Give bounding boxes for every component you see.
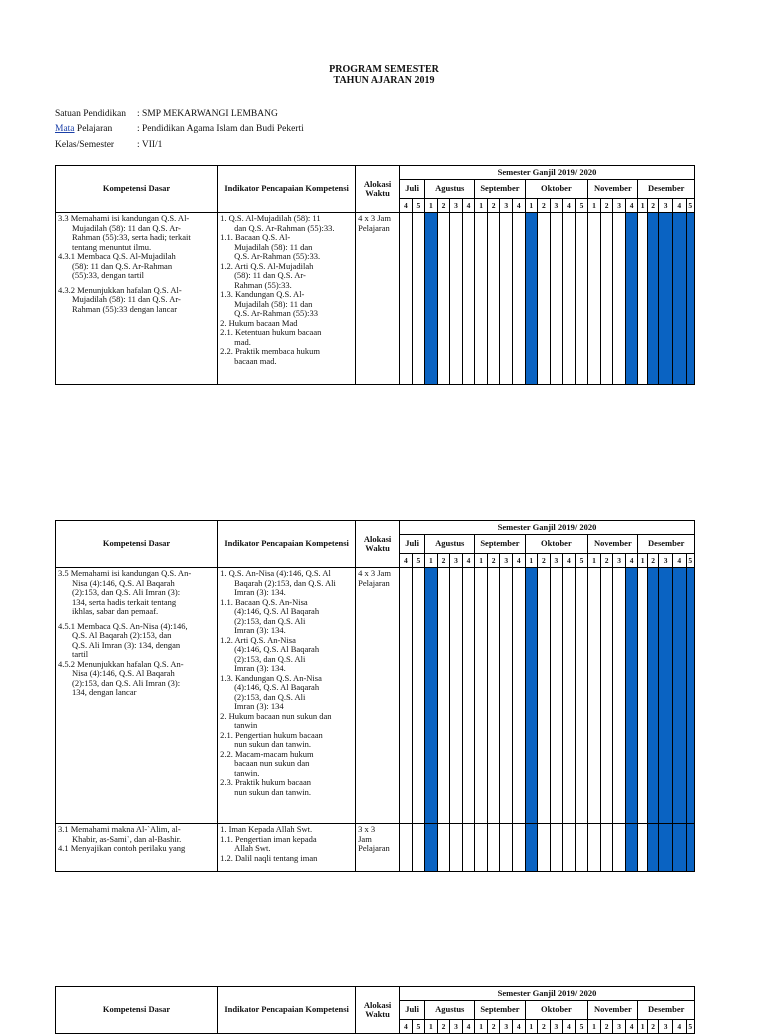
week-cell: [475, 568, 488, 824]
ind-line: 2.1. Pengertian hukum bacaan: [220, 729, 323, 740]
week-number: 3: [500, 199, 513, 213]
week-number: 1: [475, 199, 488, 213]
week-number: 5: [412, 554, 425, 568]
kd-line: 134, serta hadis terkait tentang: [72, 596, 177, 607]
week-number: 3: [550, 199, 563, 213]
kompetensi-dasar-cell: [56, 824, 218, 872]
week-number: 4: [462, 554, 475, 568]
month-header: Juli: [400, 180, 425, 199]
week-cell: [538, 824, 551, 872]
ind-line: 2.1. Ketentuan hukum bacaan: [220, 327, 322, 337]
week-number: 1: [588, 1020, 601, 1034]
ind-line: bacaan mad.: [234, 355, 277, 366]
week-cell: [462, 213, 475, 385]
ind-line: 1. Q.S. Al-Mujadilah (58): 11: [220, 213, 321, 223]
week-number: 3: [659, 554, 673, 568]
week-cell: [538, 213, 551, 385]
ind-line: Imran (3): 134.: [234, 663, 286, 673]
week-number: 3: [500, 554, 513, 568]
program-table-2: [55, 520, 695, 872]
week-number: 4: [672, 199, 686, 213]
week-cell: [638, 568, 647, 824]
week-number: 4: [462, 1020, 475, 1034]
document-subtitle: TAHUN AJARAN 2019: [333, 75, 435, 86]
month-header: Oktober: [525, 1001, 588, 1020]
alok-line: Jam: [358, 833, 372, 844]
month-header: Agustus: [425, 1001, 475, 1020]
program-semester-table: [55, 986, 695, 1034]
week-number: 3: [550, 554, 563, 568]
week-number: 1: [588, 554, 601, 568]
week-cell: [538, 568, 551, 824]
week-number: 2: [487, 199, 500, 213]
week-cell: [450, 213, 463, 385]
kd-line: Mujadilah (58): 11 dan Q.S. Ar-: [72, 294, 181, 304]
week-number: 5: [686, 1020, 694, 1034]
ind-line: (2):153, dan Q.S. Ali: [234, 615, 306, 626]
week-number: 3: [450, 199, 463, 213]
content-row: [56, 568, 695, 824]
week-cell-highlighted: [425, 824, 438, 872]
week-cell: [412, 824, 425, 872]
week-cell-highlighted: [672, 568, 686, 824]
week-number: 2: [538, 554, 551, 568]
week-number: 2: [600, 554, 613, 568]
week-cell-highlighted: [647, 213, 659, 385]
program-semester-table: [55, 520, 695, 872]
week-number: 3: [613, 199, 626, 213]
kd-line: 3.3 Memahami isi kandungan Q.S. Al-: [58, 213, 190, 223]
kd-line: tentang menuntut ilmu.: [72, 241, 152, 252]
header-semester: Semester Ganjil 2019/ 2020: [400, 166, 695, 180]
week-number: 4: [672, 554, 686, 568]
week-cell: [600, 824, 613, 872]
alokasi-waktu-cell: [356, 824, 400, 872]
week-number: 4: [563, 554, 576, 568]
header-semester: Semester Ganjil 2019/ 2020: [400, 521, 695, 535]
week-cell: [638, 213, 647, 385]
week-cell: [613, 213, 626, 385]
kd-line: 3.5 Memahami isi kandungan Q.S. An-: [58, 568, 192, 578]
week-number: 1: [525, 1020, 538, 1034]
kd-line: Q.S. Ali Imran (3): 134, dengan: [72, 639, 181, 650]
week-number: 4: [563, 1020, 576, 1034]
week-cell: [563, 213, 576, 385]
header-alokasi-waktu: Alokasi Waktu: [356, 521, 400, 568]
week-number: 3: [613, 1020, 626, 1034]
week-number: 5: [686, 199, 694, 213]
week-number: 4: [625, 554, 638, 568]
kd-line: tartil: [72, 649, 89, 659]
identity-key-link[interactable]: Mata: [55, 124, 75, 134]
ind-line: Imran (3): 134.: [234, 625, 286, 635]
week-cell: [512, 824, 525, 872]
alok-line: Pelajaran: [358, 577, 390, 588]
content-row: [56, 824, 695, 872]
ind-line: nun sukun dan tanwin.: [234, 786, 312, 797]
week-cell: [588, 824, 601, 872]
week-cell-highlighted: [525, 824, 538, 872]
week-number: 3: [659, 1020, 673, 1034]
identity-value: : SMP MEKARWANGI LEMBANG: [137, 109, 278, 119]
ind-line: 1.1. Bacaan Q.S. Al-: [220, 232, 291, 242]
ind-line: 1.2. Arti Q.S. Al-Mujadilah: [220, 260, 314, 271]
week-cell: [600, 568, 613, 824]
week-number: 2: [600, 199, 613, 213]
identity-row: [55, 108, 278, 120]
kd-line: Rahman (55):33 dengan lancar: [72, 303, 178, 314]
ind-line: 2.2. Macam-macam hukum: [220, 748, 314, 759]
indikator-cell: [218, 824, 356, 872]
week-number: 2: [487, 1020, 500, 1034]
week-cell-highlighted: [672, 213, 686, 385]
week-number: 5: [412, 1020, 425, 1034]
ind-line: tanwin: [234, 720, 258, 730]
week-cell: [487, 213, 500, 385]
ind-line: (58): 11 dan Q.S. Ar-: [234, 270, 306, 280]
ind-line: Baqarah (2):153, dan Q.S. Ali: [234, 577, 336, 588]
identity-value: : VII/1: [137, 140, 163, 150]
week-number: 5: [575, 199, 588, 213]
identity-value: : Pendidikan Agama Islam dan Budi Pekerti: [137, 124, 304, 134]
week-number: 2: [647, 1020, 659, 1034]
ind-line: 2. Hukum bacaan nun sukun dan: [220, 710, 332, 721]
ind-line: Mujadilah (58): 11 dan: [234, 241, 313, 252]
week-cell-highlighted: [659, 568, 673, 824]
ind-line: bacaan nun sukun dan: [234, 758, 310, 768]
header-alokasi-waktu: Alokasi Waktu: [356, 166, 400, 213]
week-number: 1: [638, 554, 647, 568]
week-cell-highlighted: [625, 213, 638, 385]
week-cell: [450, 568, 463, 824]
week-cell-highlighted: [659, 213, 673, 385]
week-number: 2: [538, 1020, 551, 1034]
ind-line: 1. Iman Kepada Allah Swt.: [220, 824, 313, 834]
week-cell: [512, 568, 525, 824]
ind-line: 1.3. Kandungan Q.S. An-Nisa: [220, 672, 322, 683]
alok-line: 3 x 3: [358, 824, 376, 834]
alok-line: Pelajaran: [358, 843, 390, 853]
header-indikator: Indikator Pencapaian Kompetensi: [218, 521, 356, 568]
week-cell: [550, 568, 563, 824]
kd-line: 4.5.2 Menunjukkan hafalan Q.S. An-: [58, 658, 184, 669]
week-cell: [500, 213, 513, 385]
identity-key: Satuan Pendidikan: [55, 109, 126, 119]
ind-line: Q.S. Ar-Rahman (55):33: [234, 308, 318, 318]
week-number: 4: [400, 199, 413, 213]
week-number: 1: [525, 199, 538, 213]
week-cell: [487, 568, 500, 824]
ind-line: (2):153, dan Q.S. Ali: [234, 691, 306, 702]
week-cell-highlighted: [686, 568, 694, 824]
ind-line: nun sukun dan tanwin.: [234, 739, 312, 749]
week-number: 1: [638, 199, 647, 213]
month-header: Desember: [638, 180, 695, 199]
ind-line: (4):146, Q.S. Al Baqarah: [234, 606, 320, 616]
week-number: 5: [575, 1020, 588, 1034]
ind-line: Imran (3): 134.: [234, 587, 286, 597]
kd-line: Nisa (4):146, Q.S. Al Baqarah: [72, 577, 175, 588]
header-semester: Semester Ganjil 2019/ 2020: [400, 987, 695, 1001]
indikator-cell: [218, 213, 356, 385]
alok-line: 4 x 3 Jam: [358, 213, 391, 223]
week-number: 3: [613, 554, 626, 568]
week-cell: [512, 213, 525, 385]
week-cell: [412, 568, 425, 824]
week-number: 4: [563, 199, 576, 213]
week-number: 2: [437, 1020, 450, 1034]
week-number: 4: [625, 1020, 638, 1034]
week-number: 3: [500, 1020, 513, 1034]
ind-line: (4):146, Q.S. Al Baqarah: [234, 644, 320, 654]
week-cell: [575, 213, 588, 385]
indikator-cell: [218, 568, 356, 824]
kd-line: 134, dengan lancar: [72, 687, 137, 697]
ind-line: 1.1. Bacaan Q.S. An-Nisa: [220, 596, 308, 607]
month-header: Oktober: [525, 535, 588, 554]
identity-key: Kelas/Semester: [55, 140, 115, 150]
week-cell: [437, 213, 450, 385]
week-number: 4: [625, 199, 638, 213]
week-number: 3: [450, 554, 463, 568]
content-row: [56, 213, 695, 385]
kd-line: Khabir, as-Sami`, dan al-Bashir.: [72, 833, 182, 844]
header-kompetensi-dasar: Kompetensi Dasar: [56, 987, 218, 1034]
week-cell: [613, 568, 626, 824]
week-cell-highlighted: [625, 824, 638, 872]
header-kompetensi-dasar: Kompetensi Dasar: [56, 521, 218, 568]
week-cell: [550, 213, 563, 385]
program-table-3: [55, 986, 695, 1034]
month-header: Oktober: [525, 180, 588, 199]
header-indikator: Indikator Pencapaian Kompetensi: [218, 166, 356, 213]
ind-line: dan Q.S. Ar-Rahman (55):33.: [234, 222, 335, 233]
kd-line: Rahman (55):33, serta hadi; terkait: [72, 232, 191, 242]
month-header: Desember: [638, 1001, 695, 1020]
week-number: 3: [659, 199, 673, 213]
ind-line: mad.: [234, 336, 251, 347]
week-number: 2: [647, 199, 659, 213]
week-number: 4: [672, 1020, 686, 1034]
week-number: 1: [425, 199, 438, 213]
week-cell: [437, 568, 450, 824]
ind-line: 1. Q.S. An-Nisa (4):146, Q.S. Al: [220, 568, 331, 578]
week-cell-highlighted: [686, 213, 694, 385]
week-cell: [638, 824, 647, 872]
week-number: 4: [462, 199, 475, 213]
week-cell: [400, 568, 413, 824]
identity-row: [55, 123, 304, 135]
month-header: November: [588, 535, 638, 554]
week-cell: [400, 824, 413, 872]
month-header: Agustus: [425, 535, 475, 554]
week-cell-highlighted: [425, 568, 438, 824]
kd-line: 4.3.2 Menunjukkan hafalan Q.S. Al-: [58, 284, 182, 295]
week-number: 2: [437, 554, 450, 568]
ind-line: Mujadilah (58): 11 dan: [234, 298, 313, 309]
week-cell: [575, 568, 588, 824]
week-cell-highlighted: [647, 568, 659, 824]
week-cell: [500, 568, 513, 824]
kompetensi-dasar-cell: [56, 568, 218, 824]
month-header: Agustus: [425, 180, 475, 199]
identity-row: [55, 139, 162, 151]
week-cell: [412, 213, 425, 385]
week-number: 1: [425, 554, 438, 568]
week-number: 4: [512, 199, 525, 213]
week-cell: [462, 824, 475, 872]
week-cell: [450, 824, 463, 872]
kd-line: 3.1 Memahami makna Al-`Alim, al-: [58, 824, 181, 834]
week-cell-highlighted: [686, 824, 694, 872]
month-header: Juli: [400, 535, 425, 554]
week-number: 5: [686, 554, 694, 568]
ind-line: tanwin.: [234, 767, 260, 778]
kd-line: ikhlas, sabar dan pemaaf.: [72, 606, 159, 616]
month-header: November: [588, 180, 638, 199]
ind-line: 2.2. Praktik membaca hukum: [220, 346, 320, 356]
week-cell-highlighted: [525, 568, 538, 824]
week-number: 2: [538, 199, 551, 213]
month-header: November: [588, 1001, 638, 1020]
month-header: Desember: [638, 535, 695, 554]
alok-line: 4 x 3 Jam: [358, 568, 391, 578]
ind-line: 2. Hukum bacaan Mad: [220, 317, 298, 328]
week-cell-highlighted: [525, 213, 538, 385]
week-number: 2: [487, 554, 500, 568]
week-cell: [437, 824, 450, 872]
ind-line: 1.1. Pengertian iman kepada: [220, 833, 317, 844]
week-cell: [575, 824, 588, 872]
ind-line: Rahman (55):33.: [234, 279, 292, 290]
week-number: 4: [400, 554, 413, 568]
ind-line: 2.3. Praktik hukum bacaan: [220, 777, 311, 787]
document-title: PROGRAM SEMESTER: [329, 64, 439, 75]
week-number: 3: [450, 1020, 463, 1034]
week-number: 5: [575, 554, 588, 568]
week-cell: [563, 568, 576, 824]
week-number: 4: [512, 1020, 525, 1034]
program-semester-table: [55, 165, 695, 385]
week-cell: [588, 213, 601, 385]
kd-line: (2):153, dan Q.S. Ali Imran (3):: [72, 677, 181, 688]
week-number: 5: [412, 199, 425, 213]
week-cell: [500, 824, 513, 872]
week-number: 1: [475, 554, 488, 568]
week-cell: [462, 568, 475, 824]
week-number: 4: [400, 1020, 413, 1034]
ind-line: 1.2. Dalil naqli tentang iman: [220, 852, 318, 863]
kd-line: Mujadilah (58): 11 dan Q.S. Ar-: [72, 222, 181, 233]
ind-line: (4):146, Q.S. Al Baqarah: [234, 682, 320, 692]
ind-line: (2):153, dan Q.S. Ali: [234, 653, 306, 664]
week-number: 3: [550, 1020, 563, 1034]
kompetensi-dasar-cell: [56, 213, 218, 385]
week-number: 2: [647, 554, 659, 568]
month-header: September: [475, 535, 525, 554]
program-table-1: [55, 165, 695, 385]
week-cell: [563, 824, 576, 872]
month-header: September: [475, 1001, 525, 1020]
month-header: Juli: [400, 1001, 425, 1020]
header-indikator: Indikator Pencapaian Kompetensi: [218, 987, 356, 1034]
week-number: 2: [600, 1020, 613, 1034]
kd-line: Q.S. Al Baqarah (2):153, dan: [72, 630, 172, 640]
ind-line: 1.2. Arti Q.S. An-Nisa: [220, 634, 296, 645]
week-cell: [600, 213, 613, 385]
week-number: 1: [525, 554, 538, 568]
week-number: 1: [425, 1020, 438, 1034]
week-cell-highlighted: [647, 824, 659, 872]
week-cell: [400, 213, 413, 385]
kd-line: Nisa (4):146, Q.S. Al Baqarah: [72, 668, 175, 678]
ind-line: Imran (3): 134: [234, 701, 284, 711]
week-number: 1: [475, 1020, 488, 1034]
alok-line: Pelajaran: [358, 222, 390, 233]
week-cell: [475, 824, 488, 872]
ind-line: 1.3. Kandungan Q.S. Al-: [220, 289, 305, 299]
header-kompetensi-dasar: Kompetensi Dasar: [56, 166, 218, 213]
week-number: 2: [437, 199, 450, 213]
week-cell: [550, 824, 563, 872]
week-cell-highlighted: [425, 213, 438, 385]
ind-line: Allah Swt.: [234, 843, 271, 853]
ind-line: Q.S. Ar-Rahman (55):33.: [234, 251, 321, 261]
week-cell-highlighted: [672, 824, 686, 872]
identity-key: Pelajaran: [74, 124, 113, 134]
month-header: September: [475, 180, 525, 199]
week-cell-highlighted: [659, 824, 673, 872]
week-number: 4: [512, 554, 525, 568]
alokasi-waktu-cell: [356, 213, 400, 385]
kd-line: (58): 11 dan Q.S. Ar-Rahman: [72, 260, 173, 271]
kd-line: 4.1 Menyajikan contoh perilaku yang: [58, 843, 186, 853]
header-alokasi-waktu: Alokasi Waktu: [356, 987, 400, 1034]
kd-line: (55):33, dengan tartil: [72, 270, 144, 280]
week-cell: [613, 824, 626, 872]
week-number: 1: [638, 1020, 647, 1034]
alokasi-waktu-cell: [356, 568, 400, 824]
kd-line: 4.5.1 Membaca Q.S. An-Nisa (4):146,: [58, 620, 188, 631]
week-cell-highlighted: [625, 568, 638, 824]
week-number: 1: [588, 199, 601, 213]
week-cell: [487, 824, 500, 872]
week-cell: [475, 213, 488, 385]
week-cell: [588, 568, 601, 824]
kd-line: 4.3.1 Membaca Q.S. Al-Mujadilah: [58, 251, 176, 261]
kd-line: (2):153, dan Q.S. Ali Imran (3):: [72, 587, 181, 597]
